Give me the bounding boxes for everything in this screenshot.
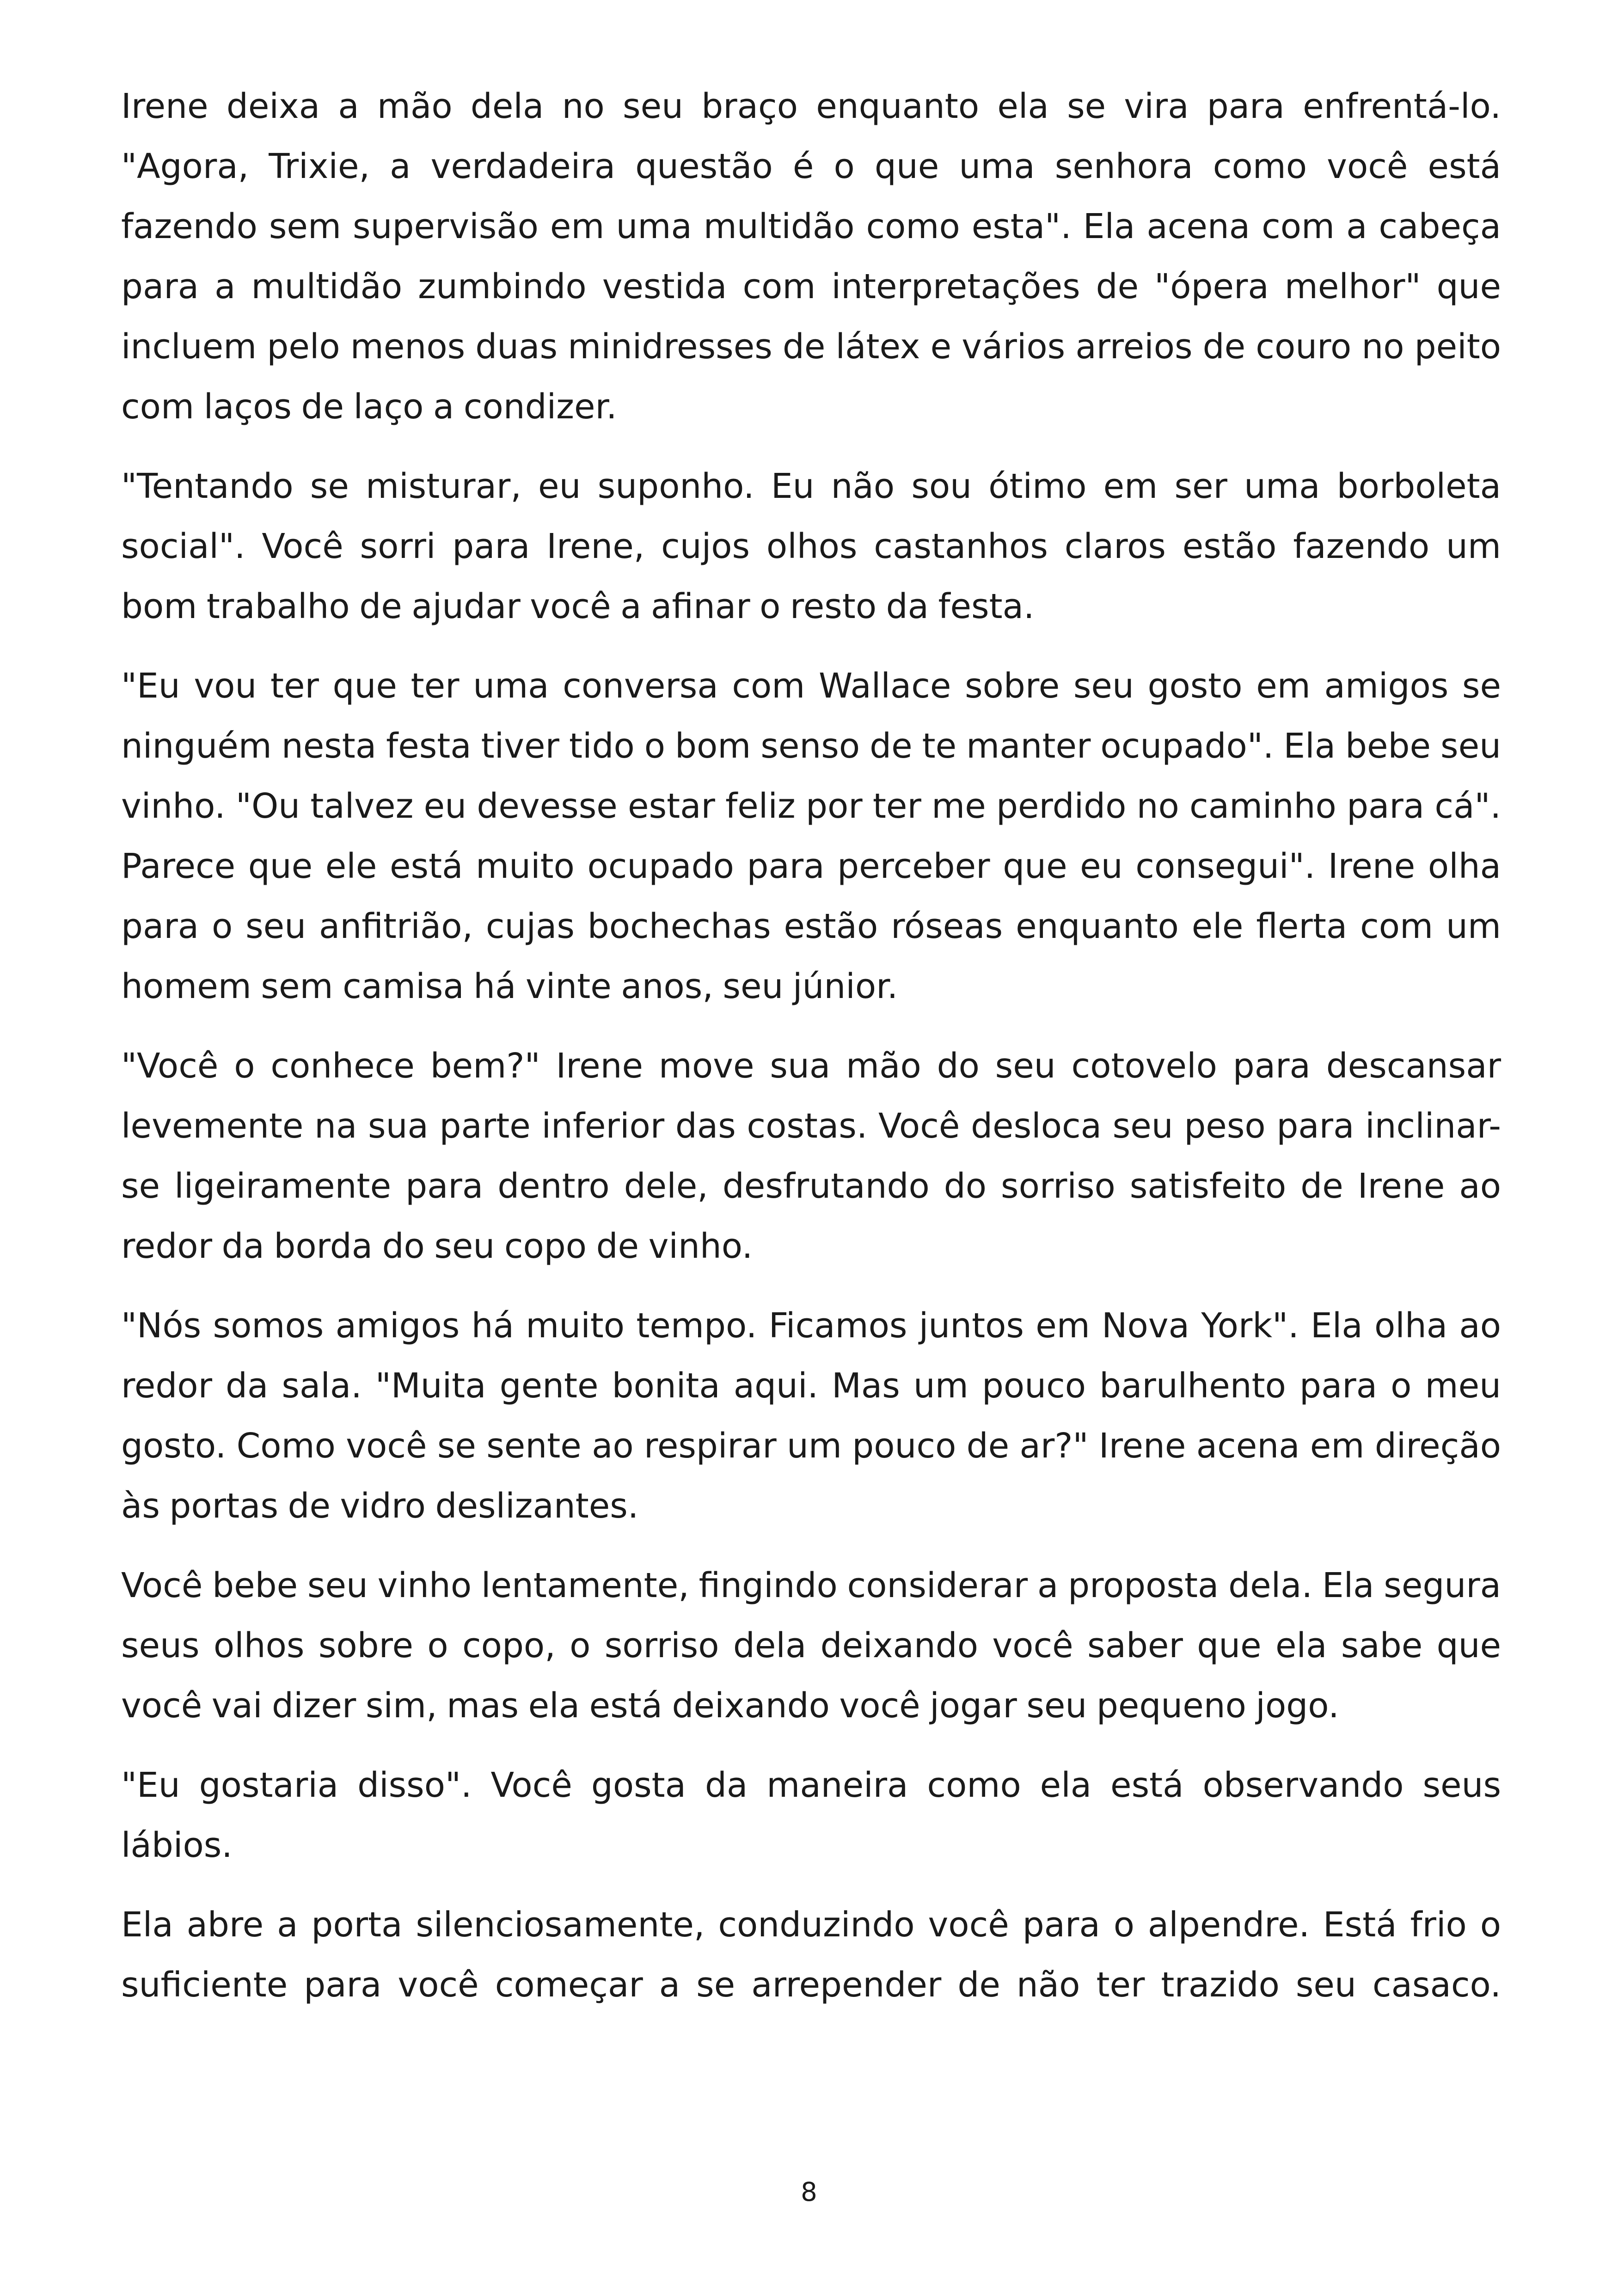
paragraph: "Nós somos amigos há muito tempo. Ficamos juntos em Nova York". Ela olha ao redor da sala. "Muita gente bonita aqui. Mas um pouco barulhento para o meu gosto. Como você se sente ao respirar um pouco de ar?" Irene acena em direção às portas de vidro deslizantes. (121, 1306, 1501, 1526)
paragraph: "Eu gostaria disso". Você gosta da maneira como ela está observando seus lábios. (121, 1765, 1501, 1865)
paragraph: "Você o conhece bem?" Irene move sua mão do seu cotovelo para descansar levemente na sua parte inferior das costas. Você desloca seu peso para inclinar-se ligeiramente para dentro dele, desfrutando do sorriso satisfeito de Irene ao redor da borda do seu copo de vinho. (121, 1046, 1501, 1266)
page-number: 8 (801, 2177, 817, 2207)
paragraph: "Tentando se misturar, eu suponho. Eu não sou ótimo em ser uma borboleta social". Você sorri para Irene, cujos olhos castanhos claros estão fazendo um bom trabalho de ajudar você a afinar o resto da festa. (121, 466, 1501, 626)
paragraph: "Eu vou ter que ter uma conversa com Wallace sobre seu gosto em amigos se ninguém nesta festa tiver tido o bom senso de te manter ocupado". Ela bebe seu vinho. "Ou talvez eu devesse estar feliz por ter me perdido no caminho para cá". Parece que ele está muito ocupado para perceber que eu consegui". Irene olha para o seu anfitrião, cujas bochechas estão róseas enquanto ele flerta com um homem sem camisa há vinte anos, seu júnior. (121, 666, 1501, 1006)
body-text (121, 76, 1501, 2034)
paragraph: Irene deixa a mão dela no seu braço enquanto ela se vira para enfrentá-lo. "Agora, Trixie, a verdadeira questão é o que uma senhora como você está fazendo sem supervisão em uma multidão como esta". Ela acena com a cabeça para a multidão zumbindo vestida com interpretações de "ópera melhor" que incluem pelo menos duas minidresses de látex e vários arreios de couro no peito com laços de laço a condizer. (121, 86, 1501, 427)
paragraph: Ela abre a porta silenciosamente, conduzindo você para o alpendre. Está frio o suficiente para você começar a se arrepender de não ter trazido seu casaco. (121, 1905, 1501, 2005)
paragraph: Você bebe seu vinho lentamente, fingindo considerar a proposta dela. Ela segura seus olhos sobre o copo, o sorriso dela deixando você saber que ela sabe que você vai dizer sim, mas ela está deixando você jogar seu pequeno jogo. (121, 1566, 1501, 1726)
